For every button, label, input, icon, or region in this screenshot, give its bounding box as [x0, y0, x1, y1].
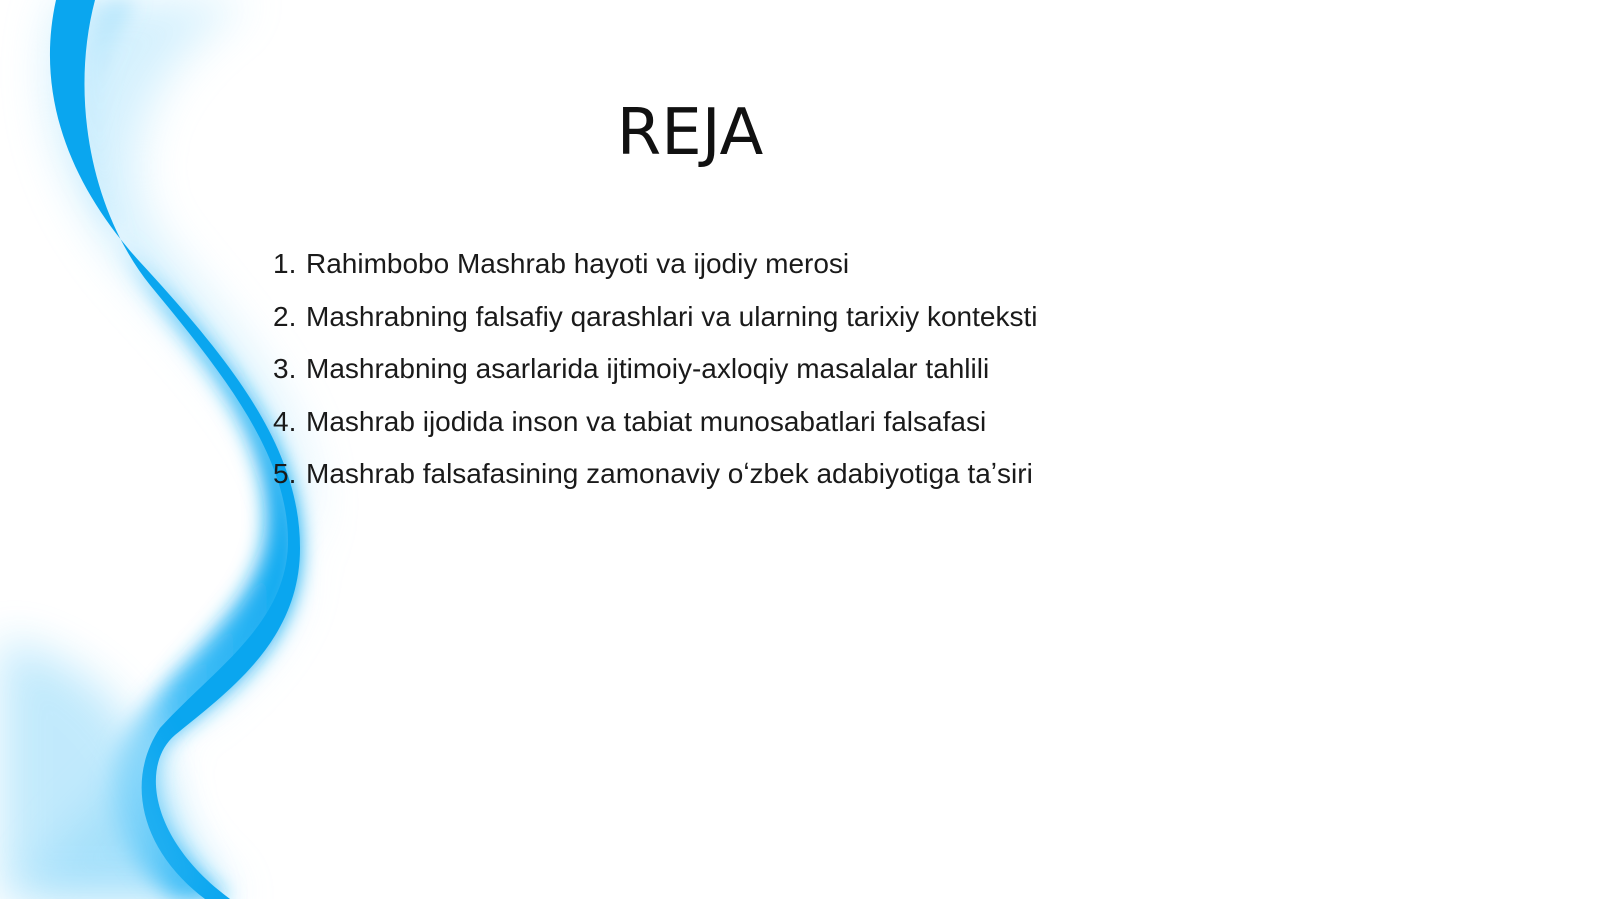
list-item-number: 4.	[273, 405, 297, 437]
list-item-text: Mashrab falsafasining zamonaviy oʻzbek adabiyotiga taʼsiri	[306, 458, 1033, 489]
list-item	[273, 343, 1037, 396]
list-item-number: 3.	[273, 353, 297, 384]
list-item-text: Mashrabning falsafiy qarashlari va ularning tarixiy konteksti	[306, 300, 1038, 332]
list-item-number: 2.	[273, 300, 297, 332]
list-item	[273, 396, 1037, 449]
list-item-text: Mashrab ijodida inson va tabiat munosabatlari falsafasi	[306, 405, 987, 437]
list-item	[273, 448, 1037, 501]
list-item-text: Rahimbobo Mashrab hayoti va ijodiy merosi	[306, 248, 850, 279]
list-item-number: 5.	[273, 458, 297, 489]
list-item	[273, 238, 1037, 291]
list-item-text: Mashrabning asarlarida ijtimoiy-axloqiy masalalar tahlili	[306, 353, 990, 384]
list-item-number: 1.	[273, 248, 297, 279]
slide-title: REJA	[616, 96, 764, 170]
list-item	[273, 291, 1037, 344]
plan-list	[273, 238, 1037, 501]
